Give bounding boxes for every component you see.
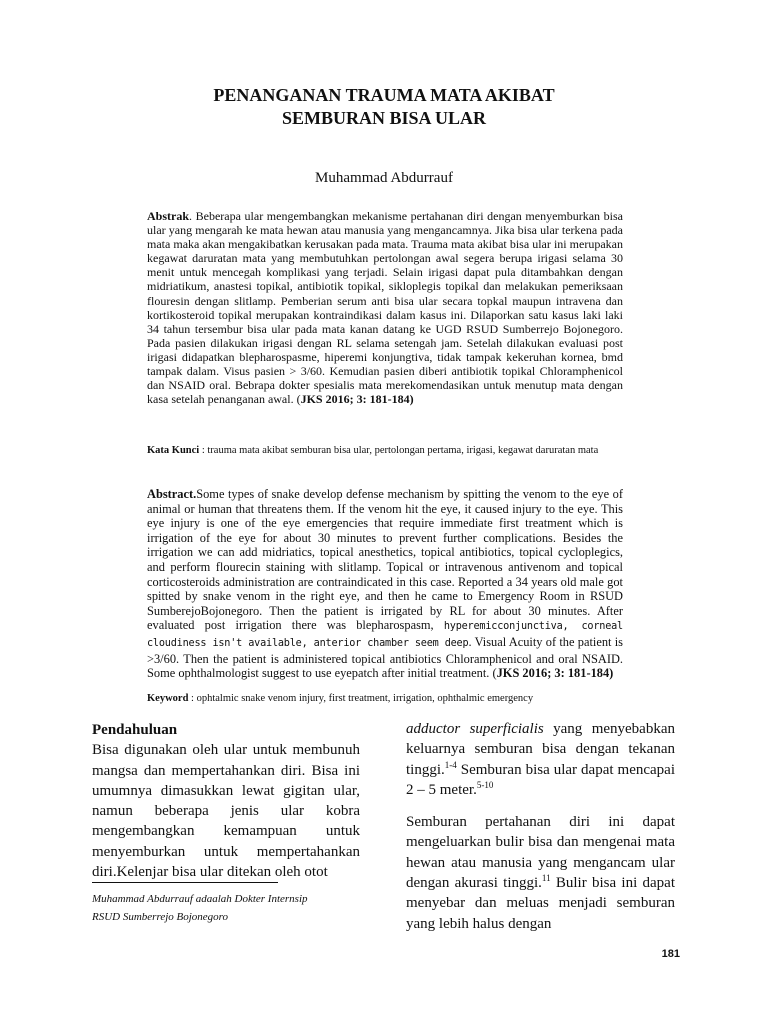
- abstract-en-text-mono: hyperemicconjunctiva, corneal cloudiness isn't available, anterior chamber seem deep: [147, 621, 623, 649]
- paper-title-line-1: PENANGANAN TRAUMA MATA AKIBAT: [213, 85, 555, 105]
- footnote-divider: [92, 882, 278, 883]
- keyword-paragraph: [147, 692, 623, 706]
- muscle-name: adductor superficialis: [406, 721, 544, 737]
- kata-kunci-text: : trauma mata akibat semburan bisa ular, pertolongan pertama, irigasi, kegawat daruratan mata: [199, 445, 599, 456]
- keyword-label: Keyword: [147, 693, 189, 704]
- citation-1-4: 1-4: [444, 759, 457, 770]
- paper-title: [0, 84, 768, 130]
- section-heading-pendahuluan: Pendahuluan: [92, 722, 178, 738]
- abstrak-close: ): [409, 392, 414, 407]
- page-number: 181: [661, 948, 680, 960]
- citation-11: 11: [541, 873, 551, 884]
- abstract-en-paragraph: [147, 487, 623, 681]
- footnote-line-1: Muhammad Abdurrauf adaalah Dokter Internsip: [92, 893, 308, 905]
- pendahuluan-paragraph: Bisa digunakan oleh ular untuk membunuh mangsa dan mempertahankan diri. Bisa ini umumnya dimasukkan lewat gigitan ular, namun beberapa jenis ular kobra mengembangkan kemampuan untuk menyemburkan untuk mempertahankan diri.Kelenjar bisa ular ditekan oleh otot: [92, 742, 360, 881]
- right-p2-text-b: Bulir bisa ini dapat menyebar dan meluas menjadi semburan yang lebih halus dengan: [406, 875, 675, 932]
- right-p1-text-a: yang menyebabkan keluarnya semburan bisa dengan tekanan tinggi.: [406, 721, 675, 778]
- kata-kunci-paragraph: [147, 444, 623, 458]
- abstract-en-text-b: . Visual Acuity of the patient is >3/60. Then the patient is administered topical antibiotics Chloramphenicol and oral NSAID. Some ophthalmologist suggest to use eyepatch after initial treatment. (: [147, 634, 624, 681]
- left-column: [92, 720, 360, 882]
- right-paragraph-1: [406, 719, 675, 800]
- kata-kunci-label: Kata Kunci: [147, 445, 200, 456]
- right-paragraph-2: [406, 812, 675, 934]
- abstract-en-label: Abstract.: [147, 487, 197, 501]
- abstrak-text: . Beberapa ular mengembangkan mekanisme pertahanan diri dengan menyemburkan bisa ular yang mengarah ke mata hewan atau manusia yang mengancamnya. Jika bisa ular terkena pada mata maka akan mengakibatkan kerusakan pada mata. Trauma mata akibat bisa ular ini merupakan kegawat daruratan mata yang membutuhkan pertolongan awal segera berupa irigasi selama 30 menit untuk mencegah komplikasi yang terjadi. Selain irigasi dapat pula ditambahkan dengan midriatikum, anastesi topikal, antibiotik topikal, sikloplegis topikal dan melakukan pemeriksaan flouresin dengan slitlamp. Pemberian serum anti bisa ular secara topkal maupun intravena dan kortikosteroid topikal merupakan kontraindikasi dalam kasus ini. Dilaporkan satu kasus laki laki 34 tahun tersembur bisa ular pada mata kanan datang ke UGD RSUD Sumberrejo Bojonegoro. Pada pasien dilakukan irigasi dengan RL selama setengah jam. Setelah dilakukan evaluasi post irigasi didapatkan blepharospasme, hiperemi konjungtiva, tidak tampak kekeruhan kornea, bmd tampak dalam. Visus pasien > 3/60. Kemudian pasien diberi antibiotik topikal Chloramphenicol dan NSAID oral. Bebrapa dokter spesialis mata merekomendasikan untuk menutup mata dengan kasa setelah penanganan awal. (: [147, 209, 623, 407]
- keyword-text: : ophtalmic snake venom injury, first treatment, irrigation, ophthalmic emergency: [188, 693, 534, 704]
- paper-title-line-2: SEMBURAN BISA ULAR: [281, 108, 487, 128]
- footnote-line-2: RSUD Sumberrejo Bojonegoro: [92, 911, 229, 923]
- author-name: Muhammad Abdurrauf: [315, 170, 453, 186]
- citation-5-10: 5-10: [476, 779, 494, 790]
- abstract-en-citation: JKS 2016; 3: 181-184: [496, 666, 610, 681]
- abstrak-citation: JKS 2016; 3: 181-184: [300, 392, 410, 407]
- right-p2-text-a: Semburan pertahanan diri ini dapat mengeluarkan bulir bisa dan mengenai mata hewan atau manusia yang mengancam ular dengan akurasi tinggi.: [406, 814, 675, 892]
- author-footnote: [92, 890, 382, 926]
- right-p1-text-b: Semburan bisa ular dapat mencapai 2 – 5 meter.: [406, 761, 675, 798]
- abstract-en-close: ): [609, 666, 614, 681]
- abstrak-label: Abstrak: [147, 209, 190, 223]
- abstract-en-text-a: Some types of snake develop defense mechanism by spitting the venom to the eye of animal or human that threatens them. If the venom hit the eye, it caused injury to the eye. This eye injury is one of the eye emergencies that require immediate first treatment which is irrigation of the eye for about 30 minutes to prevent further complications. Besides the irrigation we can add midriatics, topical anesthetics, topical antibiotics, topical cycloplegics, and perform flourecin staining with slitlamp. Topical or intravenous antivenom and topical corticosteroids administration are contraindicated in this case. Reported a 34 years old male got spitted by snake venom in the right eye, and then he came to Emergency Room in RSUD SumberejoBojonegoro. Then the patient is irrigated by RL for about 30 minutes. After evaluated post irrigation there was blepharospasm,: [147, 487, 623, 633]
- abstrak-paragraph: [147, 209, 623, 406]
- right-column: [406, 719, 675, 934]
